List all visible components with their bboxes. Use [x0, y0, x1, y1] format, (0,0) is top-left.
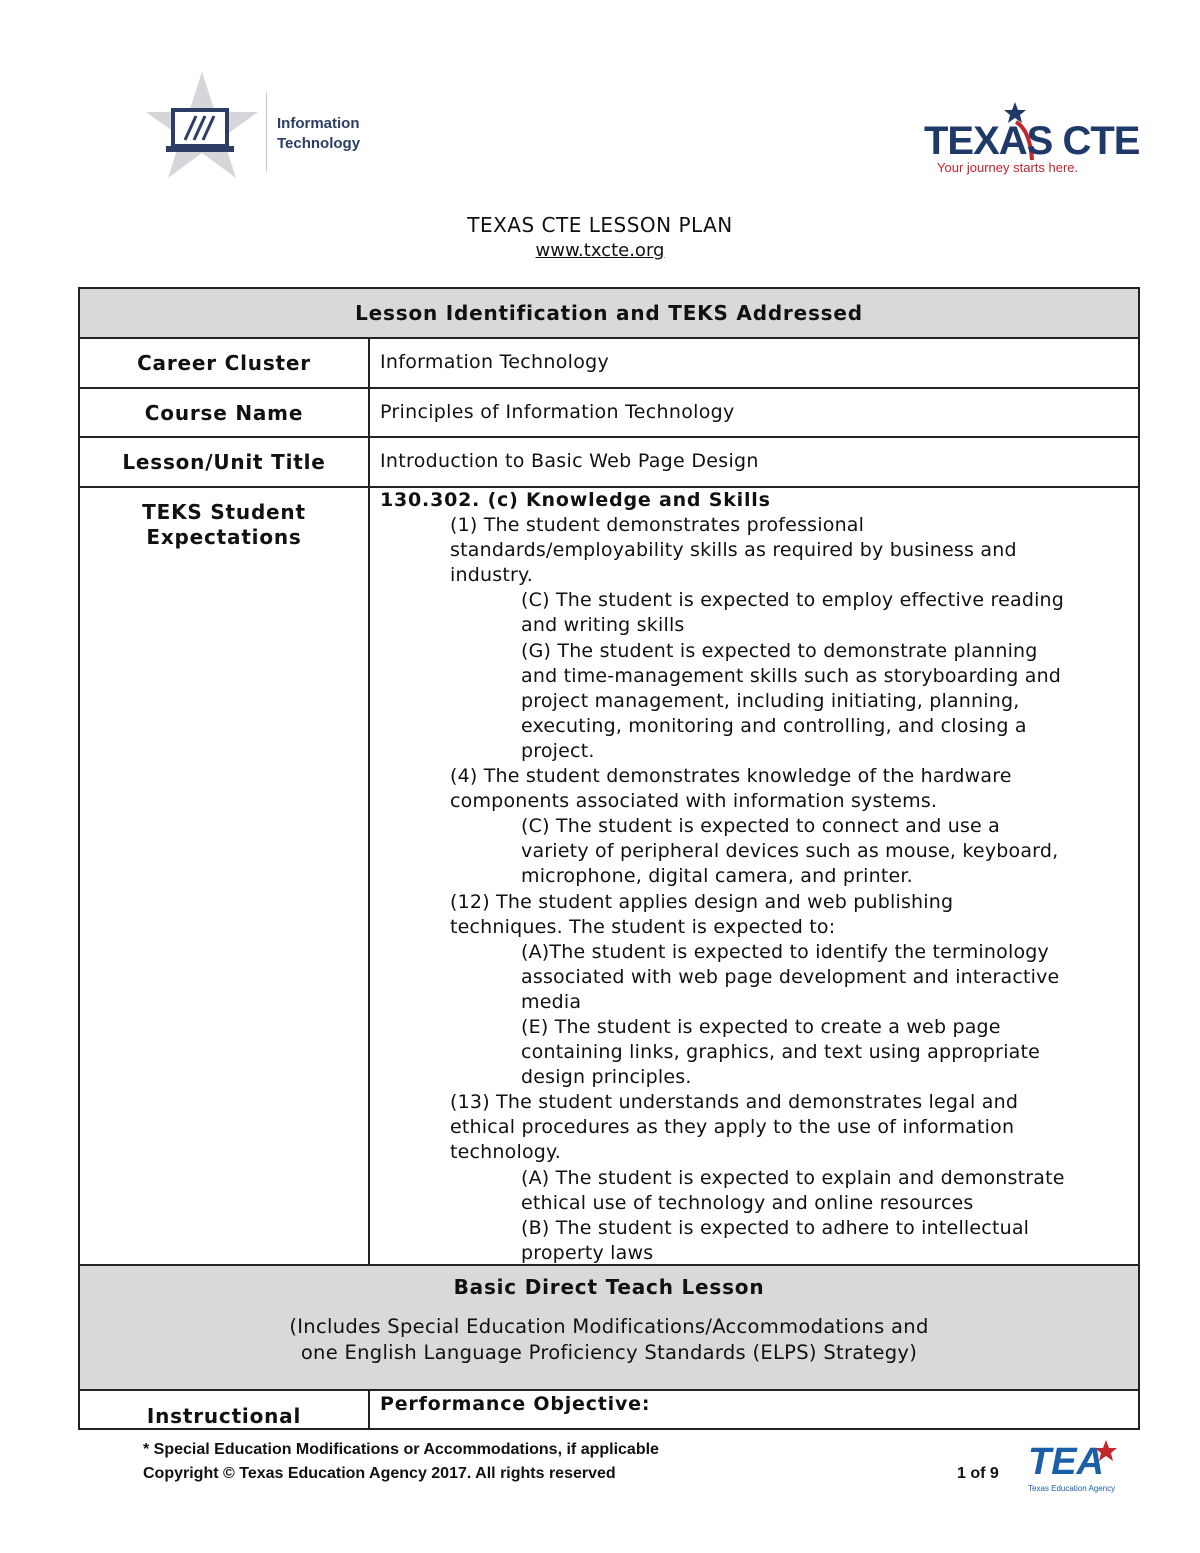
teks-line: techniques. The student is expected to:: [450, 915, 836, 938]
table-row: [80, 389, 1138, 438]
teks-heading: 130.302. (c) Knowledge and Skills: [380, 489, 771, 511]
it-logo-line2: Technology: [277, 135, 361, 152]
document-title: TEXAS CTE LESSON PLAN: [467, 213, 733, 237]
website-link[interactable]: www.txcte.org: [535, 240, 665, 261]
teks-line: containing links, graphics, and text using appropriate: [521, 1041, 1041, 1064]
row-value: Principles of Information Technology: [380, 401, 735, 423]
teks-line: (B) The student is expected to adhere to intellectual: [521, 1216, 1030, 1239]
teks-line: (A) The student is expected to explain and demonstrate: [521, 1166, 1065, 1189]
section-header: Lesson Identification and TEKS Addressed: [355, 301, 863, 325]
teks-label-line1: TEKS Student: [142, 500, 306, 524]
teks-line: (12) The student applies design and web publishing: [450, 890, 954, 913]
teks-label-line2: Expectations: [146, 525, 302, 549]
teks-line: ethical procedures as they apply to the use of information: [450, 1116, 1015, 1139]
tea-logo: [1022, 1438, 1122, 1498]
teks-label: [80, 488, 370, 1264]
row-value: Information Technology: [380, 351, 610, 373]
direct-teach-sub-line2: one English Language Proficiency Standards (ELPS) Strategy): [300, 1341, 918, 1364]
instructional-row: [80, 1391, 1138, 1428]
direct-teach-sub-line1: (Includes Special Education Modifications/Accommodations and: [289, 1315, 929, 1338]
teks-line: technology.: [450, 1141, 562, 1164]
teks-line: (G) The student is expected to demonstrate planning: [521, 639, 1038, 662]
cte-logo-word: TEXAS CTE: [924, 119, 1140, 163]
teks-line: (13) The student understands and demonstrates legal and: [450, 1091, 1019, 1114]
teks-line: ethical use of technology and online resources: [521, 1191, 974, 1214]
table-row: [80, 438, 1138, 488]
cte-logo-tagline: Your journey starts here.: [937, 160, 1079, 175]
teks-lines: [380, 513, 1132, 1266]
direct-teach-subtitle: [80, 1314, 1138, 1366]
teks-line: (E) The student is expected to create a web page: [521, 1015, 1001, 1038]
teks-line: project.: [521, 739, 595, 762]
table-row: [80, 339, 1138, 389]
teks-line: components associated with information systems.: [450, 790, 938, 813]
teks-line: (C) The student is expected to connect and use a: [521, 815, 1001, 838]
footer-copyright: Copyright © Texas Education Agency 2017. All rights reserved: [143, 1465, 616, 1482]
teks-line: and writing skills: [521, 614, 685, 637]
instructional-label: Instructional: [80, 1391, 370, 1428]
teks-line: (C) The student is expected to employ effective reading: [521, 589, 1065, 612]
row-label: Lesson/Unit Title: [80, 438, 370, 486]
page-number: 1 of 9: [957, 1465, 999, 1482]
performance-objective: Performance Objective:: [380, 1393, 651, 1415]
teks-line: executing, monitoring and controlling, and closing a: [521, 714, 1027, 737]
direct-teach-title: Basic Direct Teach Lesson: [453, 1275, 765, 1299]
teks-line: media: [521, 990, 582, 1013]
teks-line: (A)The student is expected to identify the terminology: [521, 940, 1049, 963]
teks-line: variety of peripheral devices such as mouse, keyboard,: [521, 840, 1059, 863]
section-header-row: [80, 289, 1138, 339]
footer-note: * Special Education Modifications or Accommodations, if applicable: [143, 1441, 659, 1458]
teks-line: industry.: [450, 564, 533, 587]
teks-line: associated with web page development and interactive: [521, 965, 1060, 988]
tea-logo-word: TEA: [1028, 1441, 1104, 1483]
teks-line: and time-management skills such as storyboarding and: [521, 664, 1062, 687]
row-value: Introduction to Basic Web Page Design: [380, 450, 759, 472]
teks-row: [80, 488, 1138, 1266]
logo-divider: [266, 92, 267, 172]
teks-line: (1) The student demonstrates professional: [450, 514, 865, 537]
teks-line: property laws: [521, 1241, 654, 1264]
teks-content: [380, 488, 1132, 1266]
teks-line: design principles.: [521, 1066, 692, 1089]
row-label: Career Cluster: [80, 339, 370, 387]
tea-logo-caption: Texas Education Agency: [1028, 1484, 1116, 1493]
lesson-table: [78, 287, 1140, 1430]
direct-teach-row: [80, 1266, 1138, 1391]
teks-line: standards/employability skills as required by business and: [450, 539, 1017, 562]
it-logo-text: [277, 114, 360, 154]
it-logo-line1: Information: [277, 115, 360, 132]
teks-line: (4) The student demonstrates knowledge of the hardware: [450, 765, 1012, 788]
teks-line: project management, including initiating, planning,: [521, 689, 1020, 712]
teks-line: microphone, digital camera, and printer.: [521, 865, 913, 888]
row-label: Course Name: [80, 389, 370, 436]
